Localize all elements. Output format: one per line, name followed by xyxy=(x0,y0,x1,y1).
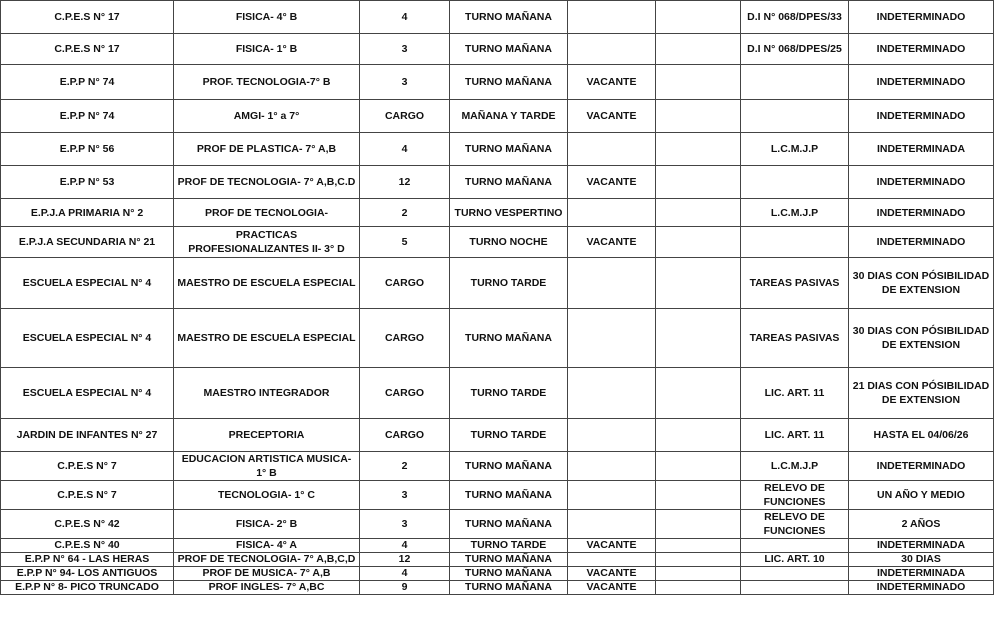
school-cell: ESCUELA ESPECIAL N° 4 xyxy=(1,258,174,309)
hours-cell: CARGO xyxy=(360,368,450,419)
reason-cell: LIC. ART. 11 xyxy=(741,368,849,419)
shift-cell: TURNO MAÑANA xyxy=(450,1,568,34)
school-cell: E.P.P N° 64 - LAS HERAS xyxy=(1,553,174,567)
status-cell xyxy=(568,199,656,227)
hours-cell: 12 xyxy=(360,553,450,567)
shift-cell: TURNO MAÑANA xyxy=(450,567,568,581)
duration-cell: INDETERMINADO xyxy=(849,581,994,595)
subject-cell: PRECEPTORIA xyxy=(174,419,360,452)
table-row xyxy=(1,368,994,419)
blank-cell xyxy=(656,581,741,595)
status-cell xyxy=(568,481,656,510)
subject-cell: PRACTICAS PROFESIONALIZANTES II- 3° D xyxy=(174,227,360,258)
table-row xyxy=(1,65,994,100)
school-cell: C.P.E.S N° 40 xyxy=(1,539,174,553)
status-cell xyxy=(568,258,656,309)
table-row xyxy=(1,258,994,309)
hours-cell: 3 xyxy=(360,65,450,100)
table-row xyxy=(1,199,994,227)
blank-cell xyxy=(656,368,741,419)
status-cell xyxy=(568,34,656,65)
status-cell: VACANTE xyxy=(568,567,656,581)
school-cell: JARDIN DE INFANTES N° 27 xyxy=(1,419,174,452)
subject-cell: PROF DE TECNOLOGIA- 7° A,B,C,D xyxy=(174,553,360,567)
status-cell xyxy=(568,419,656,452)
hours-cell: CARGO xyxy=(360,100,450,133)
blank-cell xyxy=(656,34,741,65)
shift-cell: TURNO MAÑANA xyxy=(450,309,568,368)
blank-cell xyxy=(656,309,741,368)
hours-cell: CARGO xyxy=(360,258,450,309)
hours-cell: 4 xyxy=(360,133,450,166)
shift-cell: TURNO VESPERTINO xyxy=(450,199,568,227)
hours-cell: 9 xyxy=(360,581,450,595)
duration-cell: HASTA EL 04/06/26 xyxy=(849,419,994,452)
reason-cell xyxy=(741,227,849,258)
hours-cell: 3 xyxy=(360,481,450,510)
status-cell: VACANTE xyxy=(568,539,656,553)
duration-cell: 21 DIAS CON PÓSIBILIDAD DE EXTENSION xyxy=(849,368,994,419)
shift-cell: TURNO MAÑANA xyxy=(450,65,568,100)
blank-cell xyxy=(656,258,741,309)
subject-cell: PROF INGLES- 7° A,BC xyxy=(174,581,360,595)
hours-cell: CARGO xyxy=(360,309,450,368)
status-cell xyxy=(568,1,656,34)
school-cell: E.P.P N° 74 xyxy=(1,65,174,100)
hours-cell: 12 xyxy=(360,166,450,199)
status-cell xyxy=(568,368,656,419)
table-row xyxy=(1,166,994,199)
shift-cell: TURNO MAÑANA xyxy=(450,581,568,595)
subject-cell: MAESTRO DE ESCUELA ESPECIAL xyxy=(174,258,360,309)
status-cell: VACANTE xyxy=(568,65,656,100)
table-row xyxy=(1,227,994,258)
status-cell: VACANTE xyxy=(568,166,656,199)
school-cell: ESCUELA ESPECIAL N° 4 xyxy=(1,368,174,419)
subject-cell: FISICA- 2° B xyxy=(174,510,360,539)
duration-cell: 30 DIAS CON PÓSIBILIDAD DE EXTENSION xyxy=(849,309,994,368)
duration-cell: INDETERMINADO xyxy=(849,65,994,100)
hours-cell: 4 xyxy=(360,539,450,553)
table-row xyxy=(1,100,994,133)
subject-cell: FISICA- 4° B xyxy=(174,1,360,34)
blank-cell xyxy=(656,100,741,133)
blank-cell xyxy=(656,133,741,166)
shift-cell: TURNO MAÑANA xyxy=(450,510,568,539)
hours-cell: 2 xyxy=(360,199,450,227)
subject-cell: AMGI- 1° a 7° xyxy=(174,100,360,133)
duration-cell: INDETERMINADO xyxy=(849,34,994,65)
blank-cell xyxy=(656,510,741,539)
blank-cell xyxy=(656,452,741,481)
duration-cell: INDETERMINADA xyxy=(849,567,994,581)
table-row xyxy=(1,567,994,581)
reason-cell: TAREAS PASIVAS xyxy=(741,258,849,309)
duration-cell: 30 DIAS CON PÓSIBILIDAD DE EXTENSION xyxy=(849,258,994,309)
subject-cell: PROF DE TECNOLOGIA- xyxy=(174,199,360,227)
blank-cell xyxy=(656,65,741,100)
duration-cell: 30 DIAS xyxy=(849,553,994,567)
reason-cell: RELEVO DE FUNCIONES xyxy=(741,510,849,539)
reason-cell xyxy=(741,65,849,100)
shift-cell: TURNO MAÑANA xyxy=(450,481,568,510)
school-cell: ESCUELA ESPECIAL N° 4 xyxy=(1,309,174,368)
table-row xyxy=(1,452,994,481)
subject-cell: EDUCACION ARTISTICA MUSICA- 1° B xyxy=(174,452,360,481)
reason-cell: L.C.M.J.P xyxy=(741,199,849,227)
duration-cell: INDETERMINADA xyxy=(849,133,994,166)
school-cell: E.P.P N° 74 xyxy=(1,100,174,133)
blank-cell xyxy=(656,166,741,199)
duration-cell: INDETERMINADA xyxy=(849,539,994,553)
reason-cell: LIC. ART. 11 xyxy=(741,419,849,452)
reason-cell: D.I N° 068/DPES/25 xyxy=(741,34,849,65)
blank-cell xyxy=(656,419,741,452)
shift-cell: MAÑANA Y TARDE xyxy=(450,100,568,133)
blank-cell xyxy=(656,539,741,553)
reason-cell xyxy=(741,100,849,133)
duration-cell: INDETERMINADO xyxy=(849,166,994,199)
status-cell xyxy=(568,510,656,539)
subject-cell: MAESTRO INTEGRADOR xyxy=(174,368,360,419)
school-cell: C.P.E.S N° 7 xyxy=(1,481,174,510)
reason-cell xyxy=(741,567,849,581)
subject-cell: PROF. TECNOLOGIA-7° B xyxy=(174,65,360,100)
school-cell: C.P.E.S N° 42 xyxy=(1,510,174,539)
shift-cell: TURNO TARDE xyxy=(450,419,568,452)
shift-cell: TURNO MAÑANA xyxy=(450,553,568,567)
duration-cell: INDETERMINADO xyxy=(849,199,994,227)
reason-cell xyxy=(741,166,849,199)
status-cell xyxy=(568,553,656,567)
shift-cell: TURNO TARDE xyxy=(450,368,568,419)
school-cell: C.P.E.S N° 17 xyxy=(1,1,174,34)
subject-cell: PROF DE TECNOLOGIA- 7° A,B,C.D xyxy=(174,166,360,199)
reason-cell: LIC. ART. 10 xyxy=(741,553,849,567)
shift-cell: TURNO MAÑANA xyxy=(450,452,568,481)
school-cell: E.P.P N° 8- PICO TRUNCADO xyxy=(1,581,174,595)
hours-cell: 5 xyxy=(360,227,450,258)
shift-cell: TURNO TARDE xyxy=(450,539,568,553)
reason-cell xyxy=(741,539,849,553)
hours-cell: 3 xyxy=(360,34,450,65)
hours-cell: 4 xyxy=(360,1,450,34)
blank-cell xyxy=(656,1,741,34)
status-cell: VACANTE xyxy=(568,100,656,133)
shift-cell: TURNO MAÑANA xyxy=(450,34,568,65)
duration-cell: INDETERMINADO xyxy=(849,227,994,258)
school-cell: E.P.P N° 56 xyxy=(1,133,174,166)
blank-cell xyxy=(656,227,741,258)
reason-cell: D.I N° 068/DPES/33 xyxy=(741,1,849,34)
table-row xyxy=(1,539,994,553)
duration-cell: INDETERMINADO xyxy=(849,452,994,481)
table-row xyxy=(1,309,994,368)
subject-cell: FISICA- 4° A xyxy=(174,539,360,553)
table-row xyxy=(1,581,994,595)
subject-cell: PROF DE PLASTICA- 7° A,B xyxy=(174,133,360,166)
school-cell: E.P.P N° 94- LOS ANTIGUOS xyxy=(1,567,174,581)
table-row xyxy=(1,1,994,34)
status-cell: VACANTE xyxy=(568,227,656,258)
school-cell: C.P.E.S N° 17 xyxy=(1,34,174,65)
hours-cell: 4 xyxy=(360,567,450,581)
hours-cell: CARGO xyxy=(360,419,450,452)
subject-cell: TECNOLOGIA- 1° C xyxy=(174,481,360,510)
table-row xyxy=(1,553,994,567)
status-cell: VACANTE xyxy=(568,581,656,595)
table-row xyxy=(1,34,994,65)
table-row xyxy=(1,419,994,452)
subject-cell: PROF DE MUSICA- 7° A,B xyxy=(174,567,360,581)
reason-cell: RELEVO DE FUNCIONES xyxy=(741,481,849,510)
school-cell: C.P.E.S N° 7 xyxy=(1,452,174,481)
reason-cell: L.C.M.J.P xyxy=(741,452,849,481)
blank-cell xyxy=(656,481,741,510)
table-row xyxy=(1,481,994,510)
blank-cell xyxy=(656,553,741,567)
table-row xyxy=(1,133,994,166)
hours-cell: 3 xyxy=(360,510,450,539)
hours-cell: 2 xyxy=(360,452,450,481)
reason-cell: L.C.M.J.P xyxy=(741,133,849,166)
blank-cell xyxy=(656,199,741,227)
status-cell xyxy=(568,452,656,481)
school-cell: E.P.J.A SECUNDARIA N° 21 xyxy=(1,227,174,258)
shift-cell: TURNO NOCHE xyxy=(450,227,568,258)
shift-cell: TURNO TARDE xyxy=(450,258,568,309)
duration-cell: 2 AÑOS xyxy=(849,510,994,539)
subject-cell: FISICA- 1° B xyxy=(174,34,360,65)
duration-cell: UN AÑO Y MEDIO xyxy=(849,481,994,510)
shift-cell: TURNO MAÑANA xyxy=(450,166,568,199)
table-body xyxy=(1,1,994,595)
subject-cell: MAESTRO DE ESCUELA ESPECIAL xyxy=(174,309,360,368)
reason-cell: TAREAS PASIVAS xyxy=(741,309,849,368)
status-cell xyxy=(568,133,656,166)
blank-cell xyxy=(656,567,741,581)
table-row xyxy=(1,510,994,539)
school-cell: E.P.J.A PRIMARIA N° 2 xyxy=(1,199,174,227)
shift-cell: TURNO MAÑANA xyxy=(450,133,568,166)
reason-cell xyxy=(741,581,849,595)
school-cell: E.P.P N° 53 xyxy=(1,166,174,199)
duration-cell: INDETERMINADO xyxy=(849,1,994,34)
status-cell xyxy=(568,309,656,368)
duration-cell: INDETERMINADO xyxy=(849,100,994,133)
